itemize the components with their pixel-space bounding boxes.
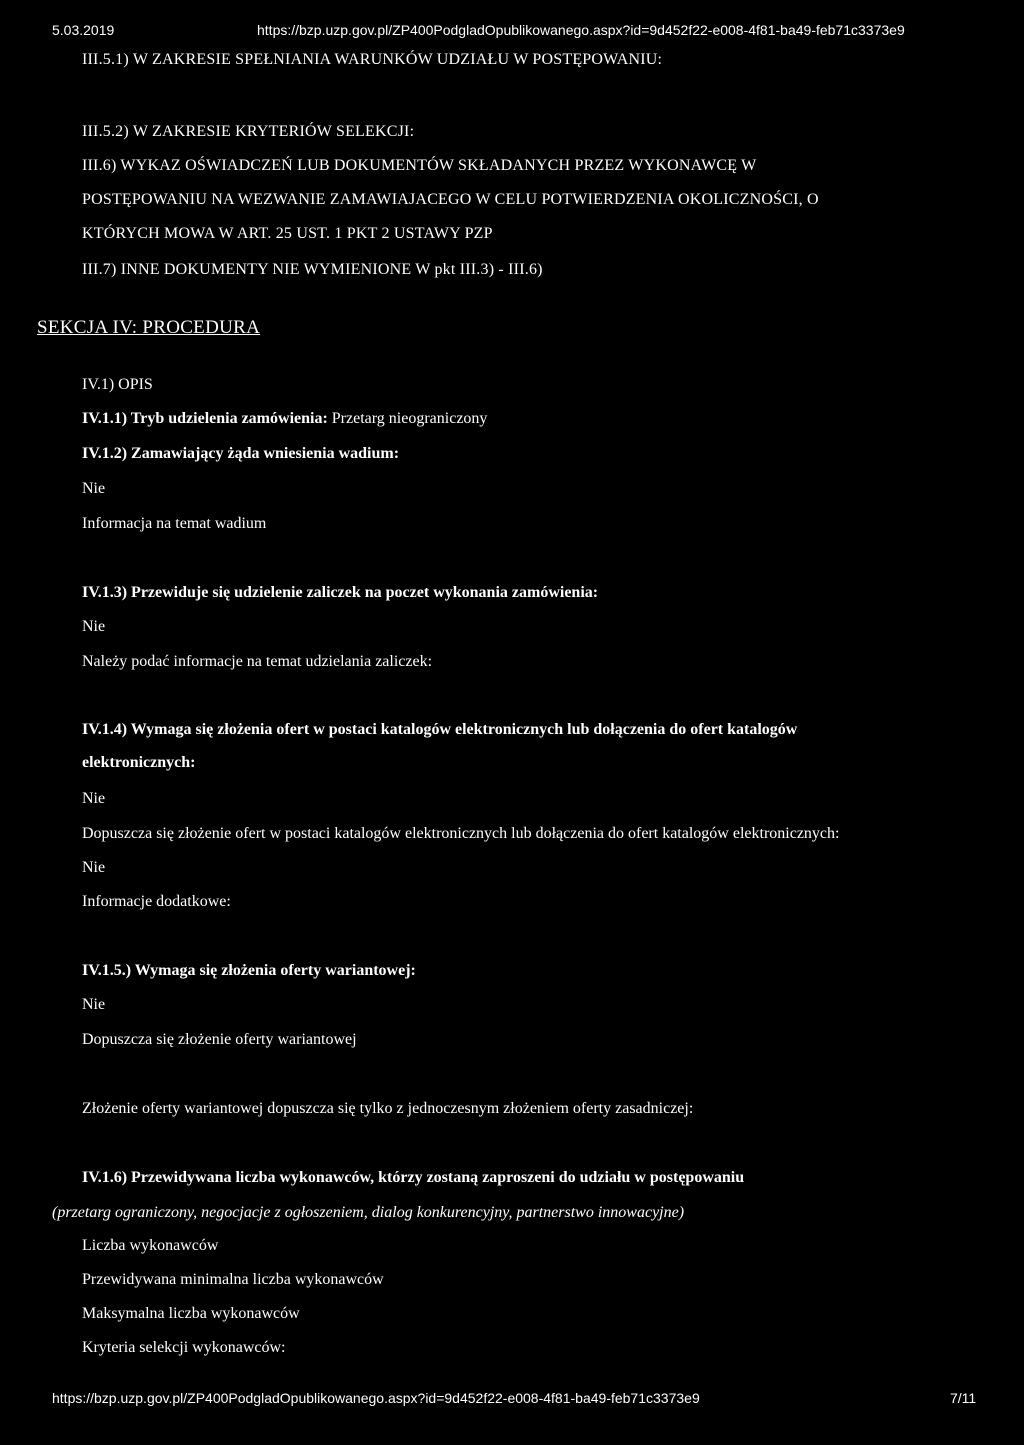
footer-url[interactable]: https://bzp.uzp.gov.pl/ZP400PodgladOpublikowanego.aspx?id=9d452f22-e008-4f81-ba49-feb71c3373e9	[52, 1390, 700, 1406]
wykonawcy-max: Maksymalna liczba wykonawców	[82, 1305, 300, 1322]
iv-1-1-row	[82, 409, 487, 429]
wykonawcy-kryteria: Kryteria selekcji wykonawców:	[82, 1339, 286, 1356]
header-url[interactable]: https://bzp.uzp.gov.pl/ZP400PodgladOpublikowanego.aspx?id=9d452f22-e008-4f81-ba49-feb71c3373e9	[257, 22, 905, 38]
wykonawcy-count: Liczba wykonawców	[82, 1237, 219, 1254]
zaliczki-label: IV.1.3) Przewiduje się udzielenie zaliczek na poczet wykonania zamówienia:	[82, 584, 599, 601]
section-iii-6-line1: III.6) WYKAZ OŚWIADCZEŃ LUB DOKUMENTÓW SKŁADANYCH PRZEZ WYKONAWCĘ W	[82, 157, 757, 174]
tryb-value: Przetarg nieograniczony	[331, 410, 488, 427]
wadium-info: Informacja na temat wadium	[82, 515, 267, 532]
katalogi-dopuszcza: Dopuszcza się złożenie ofert w postaci katalogów elektronicznych lub dołączenia do ofert katalogów elektronicznych:	[82, 825, 840, 842]
zaliczki-info: Należy podać informacje na temat udzielania zaliczek:	[82, 653, 433, 670]
wariant-dopuszcza: Dopuszcza się złożenie oferty wariantowej	[82, 1031, 357, 1048]
katalogi-label-line1: IV.1.4) Wymaga się złożenia ofert w postaci katalogów elektronicznych lub dołączenia do ofert katalogów	[82, 721, 798, 738]
katalogi-label-line2: elektronicznych:	[82, 754, 196, 771]
tryb-label: IV.1.1) Tryb udzielenia zamówienia:	[82, 410, 328, 427]
zaliczki-value: Nie	[82, 618, 106, 635]
katalogi-dopuszcza-value: Nie	[82, 859, 106, 876]
wadium-value: Nie	[82, 480, 106, 497]
iv-1-opis: IV.1) OPIS	[82, 376, 153, 393]
print-date: 5.03.2019	[52, 22, 115, 38]
wariant-label: IV.1.5.) Wymaga się złożenia oferty wariantowej:	[82, 962, 416, 979]
katalogi-info: Informacje dodatkowe:	[82, 893, 231, 910]
section-iii-7: III.7) INNE DOKUMENTY NIE WYMIENIONE W pkt III.3) - III.6)	[82, 261, 543, 278]
wykonawcy-min: Przewidywana minimalna liczba wykonawców	[82, 1271, 384, 1288]
wykonawcy-note: (przetarg ograniczony, negocjacje z ogłoszeniem, dialog konkurencyjny, partnerstwo innowacyjne)	[52, 1204, 685, 1221]
section-iv-heading: SEKCJA IV: PROCEDURA	[37, 317, 261, 338]
katalogi-value: Nie	[82, 790, 106, 807]
page-number: 7/11	[950, 1390, 977, 1406]
section-iii-6-line2: POSTĘPOWANIU NA WEZWANIE ZAMAWIAJACEGO W CELU POTWIERDZENIA OKOLICZNOŚCI, O	[82, 191, 819, 208]
wariant-value: Nie	[82, 996, 106, 1013]
wadium-label: IV.1.2) Zamawiający żąda wniesienia wadium:	[82, 445, 400, 462]
section-iii-6-line3: KTÓRYCH MOWA W ART. 25 UST. 1 PKT 2 USTAWY PZP	[82, 225, 493, 242]
section-iii-5-2: III.5.2) W ZAKRESIE KRYTERIÓW SELEKCJI:	[82, 123, 415, 140]
section-iii-5-1: III.5.1) W ZAKRESIE SPEŁNIANIA WARUNKÓW UDZIAŁU W POSTĘPOWANIU:	[82, 51, 663, 68]
wariant-condition: Złożenie oferty wariantowej dopuszcza się tylko z jednoczesnym złożeniem oferty zasadniczej:	[82, 1100, 694, 1117]
wykonawcy-label: IV.1.6) Przewidywana liczba wykonawców, którzy zostaną zaproszeni do udziału w postępowaniu	[82, 1169, 745, 1186]
